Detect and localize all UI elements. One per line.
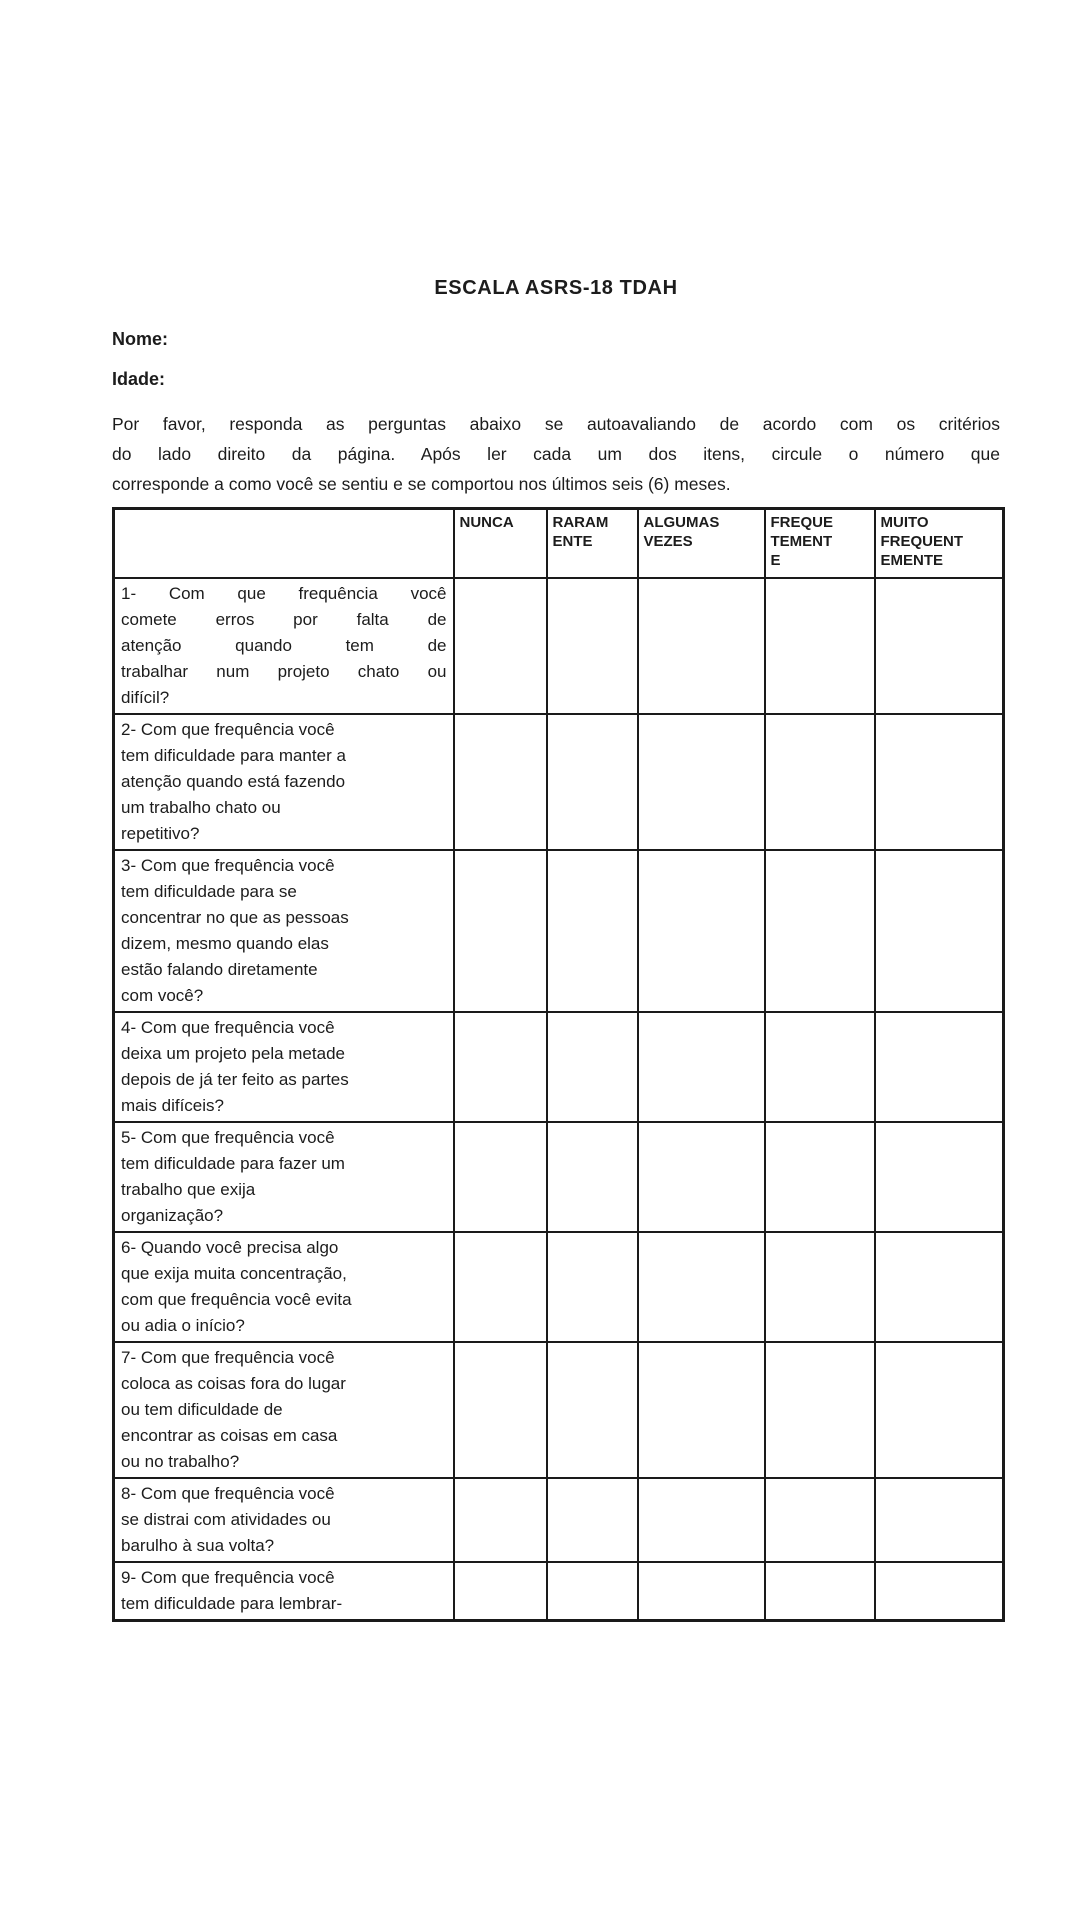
answer-cell (875, 850, 1004, 1012)
question-cell (114, 578, 454, 714)
answer-cell (638, 1122, 765, 1232)
answer-cell (875, 1232, 1004, 1342)
text-line: RARAM (552, 514, 609, 531)
text-line: ALGUMAS (643, 514, 720, 531)
text-line: 4- Com que frequência você (121, 1018, 335, 1037)
answer-cell (547, 578, 638, 714)
text-line: comete erros por falta de (121, 610, 447, 629)
age-label: Idade: (112, 369, 166, 389)
answer-cell (454, 1122, 547, 1232)
question-cell (114, 1122, 454, 1232)
answer-cell (875, 1122, 1004, 1232)
table-header-row (114, 509, 1004, 579)
table-row (114, 1342, 1004, 1478)
table-row (114, 1122, 1004, 1232)
answer-cell (875, 1478, 1004, 1562)
column-header (547, 509, 638, 579)
intro-paragraph (112, 409, 1000, 499)
answer-cell (547, 1012, 638, 1122)
answer-cell (454, 578, 547, 714)
answer-cell (547, 1562, 638, 1621)
text-line: tem dificuldade para manter a (121, 746, 346, 765)
text-line: organização? (121, 1206, 224, 1225)
table-row (114, 714, 1004, 850)
text-line: tem dificuldade para lembrar- (121, 1594, 343, 1613)
text-line: se distrai com atividades ou (121, 1510, 331, 1529)
table-row (114, 1562, 1004, 1621)
answer-cell (765, 1232, 875, 1342)
text-line: ou no trabalho? (121, 1452, 240, 1471)
answer-cell (765, 714, 875, 850)
answer-cell (875, 578, 1004, 714)
answer-cell (454, 714, 547, 850)
text-line: Por favor, responda as perguntas abaixo se autoavaliando de acordo com os critérios (112, 414, 1000, 434)
text-line: atenção quando tem de (121, 636, 447, 655)
text-line: VEZES (643, 533, 693, 550)
text-line: barulho à sua volta? (121, 1536, 275, 1555)
answer-cell (638, 1478, 765, 1562)
text-line: encontrar as coisas em casa (121, 1426, 338, 1445)
answer-cell (547, 850, 638, 1012)
answer-cell (454, 1232, 547, 1342)
text-line: 1- Com que frequência você (121, 584, 447, 603)
answer-cell (875, 714, 1004, 850)
text-line: 9- Com que frequência você (121, 1568, 335, 1587)
text-line: ou adia o início? (121, 1316, 245, 1335)
answer-cell (547, 1232, 638, 1342)
text-line: FREQUENT (880, 533, 963, 550)
answer-cell (875, 1342, 1004, 1478)
question-cell (114, 1562, 454, 1621)
column-header (454, 509, 547, 579)
text-line: concentrar no que as pessoas (121, 908, 349, 927)
answer-cell (638, 1232, 765, 1342)
text-line: 6- Quando você precisa algo (121, 1238, 339, 1257)
text-line: com que frequência você evita (121, 1290, 352, 1309)
answer-cell (547, 1122, 638, 1232)
table-row (114, 850, 1004, 1012)
text-line: ENTE (552, 533, 593, 550)
question-cell (114, 1232, 454, 1342)
table-row (114, 1012, 1004, 1122)
answer-cell (765, 1562, 875, 1621)
answer-cell (638, 578, 765, 714)
question-cell (114, 850, 454, 1012)
text-line: 7- Com que frequência você (121, 1348, 335, 1367)
answer-cell (875, 1562, 1004, 1621)
text-line: E (770, 552, 781, 569)
page-title: ESCALA ASRS-18 TDAH (434, 277, 678, 299)
text-line: estão falando diretamente (121, 960, 318, 979)
text-line: um trabalho chato ou (121, 798, 281, 817)
text-line: 8- Com que frequência você (121, 1484, 335, 1503)
text-line: tem dificuldade para fazer um (121, 1154, 345, 1173)
text-line: difícil? (121, 688, 170, 707)
answer-cell (765, 1122, 875, 1232)
text-line: tem dificuldade para se (121, 882, 297, 901)
table-row (114, 1232, 1004, 1342)
text-line: 2- Com que frequência você (121, 720, 335, 739)
answer-cell (765, 578, 875, 714)
answer-cell (454, 1478, 547, 1562)
text-line: coloca as coisas fora do lugar (121, 1374, 346, 1393)
text-line: NUNCA (459, 514, 514, 531)
document-content (112, 0, 1000, 1622)
column-header (765, 509, 875, 579)
text-line: mais difíceis? (121, 1096, 224, 1115)
answer-cell (547, 1342, 638, 1478)
name-label: Nome: (112, 329, 169, 349)
answer-cell (547, 1478, 638, 1562)
question-column-header (114, 509, 454, 579)
table-row (114, 578, 1004, 714)
answer-cell (638, 850, 765, 1012)
answer-cell (638, 714, 765, 850)
question-cell (114, 1012, 454, 1122)
answer-cell (765, 1478, 875, 1562)
text-line: TEMENT (770, 533, 833, 550)
questionnaire-table (112, 507, 1005, 1622)
text-line: 5- Com que frequência você (121, 1128, 335, 1147)
answer-cell (765, 850, 875, 1012)
table-row (114, 1478, 1004, 1562)
answer-cell (765, 1342, 875, 1478)
text-line: corresponde a como você se sentiu e se comportou nos últimos seis (6) meses. (112, 474, 731, 494)
text-line: trabalho que exija (121, 1180, 256, 1199)
answer-cell (875, 1012, 1004, 1122)
text-line: MUITO (880, 514, 929, 531)
text-line: 3- Com que frequência você (121, 856, 335, 875)
text-line: ou tem dificuldade de (121, 1400, 283, 1419)
answer-cell (454, 1012, 547, 1122)
text-line: EMENTE (880, 552, 944, 569)
answer-cell (454, 850, 547, 1012)
answer-cell (638, 1562, 765, 1621)
text-line: repetitivo? (121, 824, 200, 843)
answer-cell (547, 714, 638, 850)
question-cell (114, 714, 454, 850)
answer-cell (638, 1342, 765, 1478)
answer-cell (638, 1012, 765, 1122)
text-line: FREQUE (770, 514, 834, 531)
text-line: dizem, mesmo quando elas (121, 934, 329, 953)
column-header (875, 509, 1004, 579)
text-line: que exija muita concentração, (121, 1264, 347, 1283)
answer-cell (765, 1012, 875, 1122)
answer-cell (454, 1562, 547, 1621)
question-cell (114, 1478, 454, 1562)
text-line: trabalhar num projeto chato ou (121, 662, 447, 681)
text-line: deixa um projeto pela metade (121, 1044, 345, 1063)
text-line: com você? (121, 986, 204, 1005)
question-cell (114, 1342, 454, 1478)
answer-cell (454, 1342, 547, 1478)
text-line: atenção quando está fazendo (121, 772, 346, 791)
text-line: do lado direito da página. Após ler cada um dos itens, circule o número que (112, 444, 1000, 464)
column-header (638, 509, 765, 579)
text-line: depois de já ter feito as partes (121, 1070, 349, 1089)
